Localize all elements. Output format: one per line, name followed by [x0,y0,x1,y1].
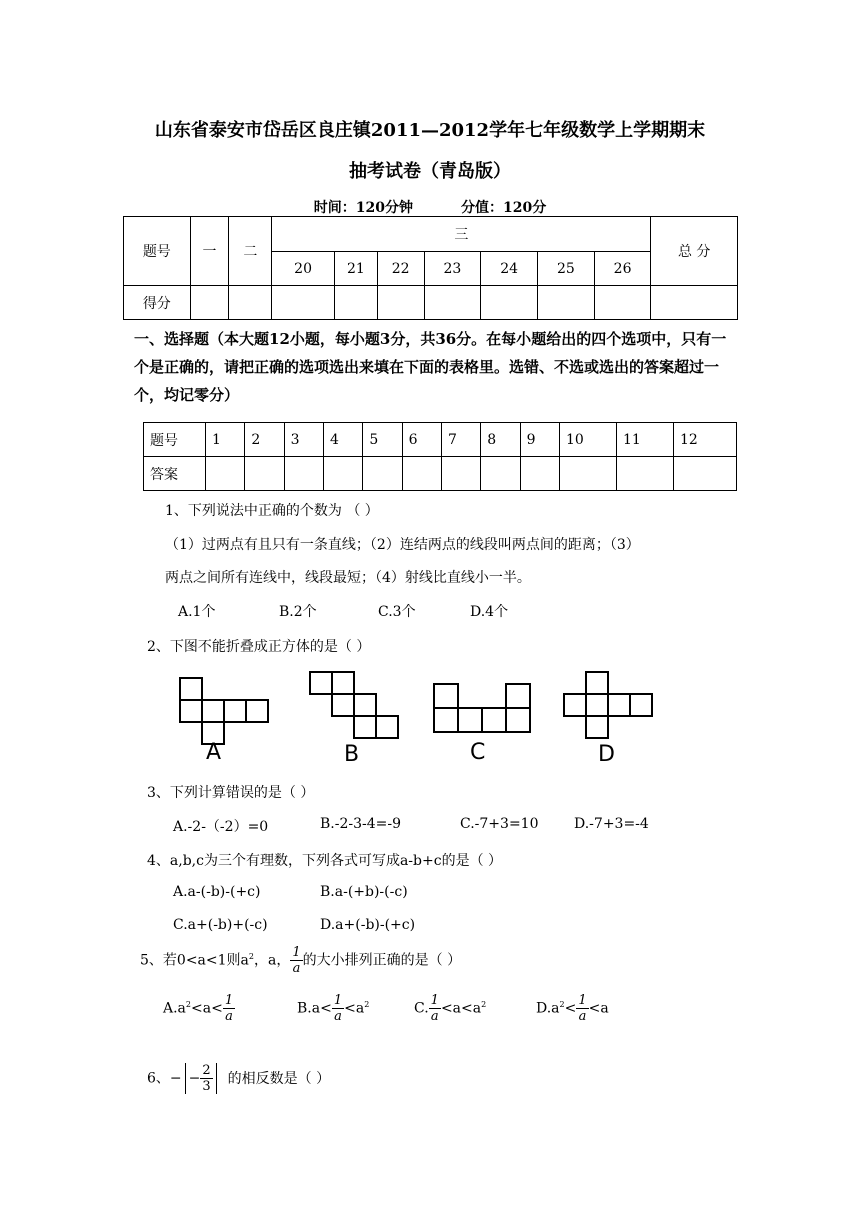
fraction [223,993,235,1024]
score-table-subcol: 25 [538,252,595,286]
page-subtitle: 抽考试卷（青岛版） [349,161,511,182]
exam-score: 分值：120分 [461,200,547,216]
question-1-option-a: A.1个 [178,604,216,620]
question-3-option-c: C.-7+3=10 [460,816,539,832]
answer-table-number: 3 [284,423,323,457]
net-d-label: D [598,742,615,767]
score-table-subcol: 23 [424,252,481,286]
answer-cell[interactable] [560,457,617,491]
answer-cell[interactable] [402,457,441,491]
question-3-option-d: D.-7+3=-4 [574,816,649,832]
superscript: 2 [364,999,370,1009]
answer-cell[interactable] [674,457,737,491]
score-table-subcol: 24 [481,252,538,286]
question-3-option-a: A.-2-（-2）=0 [173,819,269,835]
question-4-option-b: B.a-(+b)-(-c) [320,884,408,900]
exam-time: 时间：120分钟 [313,200,413,216]
question-1-line-1: （1）过两点有且只有一条直线；（2）连结两点的线段叫两点间的距离；（3） [165,537,640,553]
answer-table [143,422,737,491]
score-cell[interactable] [538,286,595,320]
score-cell[interactable] [594,286,651,320]
net-b-label: B [344,742,360,767]
fraction-denominator: 3 [202,1079,211,1094]
fraction-numerator: 1 [292,945,301,960]
net-c-shape [434,684,530,732]
answer-table-number: 11 [617,423,674,457]
net-d-shape [564,672,652,738]
option-text: <a< [191,1000,223,1017]
question-4-option-a: A.a-(-b)-(+c) [173,884,261,900]
question-6-stem [147,1063,330,1094]
answer-cell[interactable] [323,457,362,491]
option-text: <a [344,1000,365,1017]
fraction-numerator: 1 [333,993,343,1008]
answer-cell[interactable] [284,457,323,491]
question-5-option-a [163,993,235,1024]
answer-table-number: 2 [245,423,284,457]
score-table [123,216,738,320]
answer-cell[interactable] [441,457,480,491]
question-4-stem: 4、a,b,c为三个有理数，下列各式可写成a-b+c的是（ ） [147,853,503,869]
question-5-stem-part-3: 的大小排列正确的是（ ） [302,952,462,969]
cube-nets-figure [170,668,670,773]
section-1-heading: 一、选择题（本大题12小题，每小题3分，共36分。在每小题给出的四个选项中，只有一个是正确的，请把正确的选项选出来填在下面的表格里。选错、不选或选出的答案超过一个，均记零分） [134,330,727,404]
question-1-option-b: B.2个 [279,604,317,620]
fraction [290,945,302,976]
score-cell[interactable] [481,286,538,320]
answer-table-number: 8 [481,423,520,457]
fraction-denominator: a [292,961,301,976]
score-cell[interactable] [334,286,377,320]
exam-meta [0,197,860,217]
score-table-subcol: 26 [594,252,651,286]
superscript: 2 [248,951,254,961]
score-table-subcol: 20 [272,252,335,286]
question-3-option-b: B.-2-3-4=-9 [320,816,402,832]
score-table-col-1: 一 [190,217,229,286]
answer-table-number: 1 [206,423,245,457]
score-table-header-label: 题号 [124,217,191,286]
fraction [200,1063,212,1094]
answer-cell[interactable] [520,457,559,491]
answer-table-number: 6 [402,423,441,457]
question-6-number: 6、 [147,1070,170,1087]
fraction-denominator: a [578,1009,587,1024]
answer-cell[interactable] [481,457,520,491]
score-cell[interactable] [424,286,481,320]
score-cell[interactable] [377,286,424,320]
score-table-col-2: 二 [229,217,272,286]
fraction-numerator: 2 [202,1063,211,1078]
fraction-numerator: 1 [578,993,587,1008]
option-text: D.a [536,1000,560,1017]
score-cell[interactable] [272,286,335,320]
question-5-option-b [297,993,369,1024]
minus-sign: − [188,1070,201,1087]
question-1-option-d: D.4个 [470,604,509,620]
net-a-shape [180,678,268,744]
question-5-option-c [414,993,486,1024]
score-cell[interactable] [190,286,229,320]
question-1-line-2: 两点之间所有连线中，线段最短；（4）射线比直线小一半。 [165,570,531,586]
score-cell[interactable] [651,286,738,320]
superscript: 2 [559,999,565,1009]
answer-table-number: 10 [560,423,617,457]
question-3-stem: 3、下列计算错误的是（ ） [147,785,315,801]
score-table-subcol: 21 [334,252,377,286]
question-6-text: 的相反数是（ ） [227,1070,331,1087]
superscript: 2 [481,999,487,1009]
fraction [332,993,344,1024]
superscript: 2 [185,999,192,1009]
answer-table-header-label: 题号 [144,423,206,457]
page-title: 山东省泰安市岱岳区良庄镇2011—2012学年七年级数学上学期期末 [154,120,706,141]
net-a-label: A [206,740,222,765]
option-text: <a<a [440,1000,482,1017]
question-4-option-d: D.a+(-b)-(+c) [320,917,416,933]
score-table-col-3: 三 [272,217,651,252]
answer-table-number: 9 [520,423,559,457]
score-table-total: 总 分 [651,217,738,286]
question-5-stem-part-2: ，a， [253,952,291,969]
answer-cell[interactable] [617,457,674,491]
option-text: A.a [163,1000,186,1017]
question-5-option-d [536,993,609,1024]
question-4-option-c: C.a+(-b)+(-c) [173,917,268,933]
answer-table-answer-label: 答案 [144,457,206,491]
question-2-stem: 2、下图不能折叠成正方体的是（ ） [147,639,371,655]
minus-sign: − [169,1070,182,1087]
question-1-option-c: C.3个 [378,604,416,620]
question-5-stem [140,945,461,976]
answer-table-number: 12 [674,423,737,457]
score-table-score-label: 得分 [124,286,191,320]
fraction-denominator: a [334,1009,342,1024]
fraction [429,993,441,1024]
fraction-numerator: 1 [430,993,439,1008]
option-text: < [564,1000,577,1017]
net-c-label: C [470,740,486,765]
answer-cell[interactable] [206,457,245,491]
question-5-stem-part-1: 5、若0<a<1则a [140,952,249,969]
score-table-subcol: 22 [377,252,424,286]
option-text: B.a< [297,1000,332,1017]
answer-cell[interactable] [363,457,402,491]
answer-table-number: 4 [323,423,362,457]
fraction-denominator: a [225,1009,233,1024]
option-text: <a [588,1000,609,1017]
absolute-value [185,1063,217,1094]
answer-table-number: 5 [363,423,402,457]
fraction-numerator: 1 [224,993,234,1008]
answer-cell[interactable] [245,457,284,491]
fraction [576,993,588,1024]
answer-table-number: 7 [441,423,480,457]
fraction-denominator: a [430,1009,439,1024]
question-1-stem: 1、下列说法中正确的个数为 （ ） [165,503,379,519]
net-b-shape [310,672,398,738]
score-cell[interactable] [229,286,272,320]
option-text: C. [414,1000,429,1017]
